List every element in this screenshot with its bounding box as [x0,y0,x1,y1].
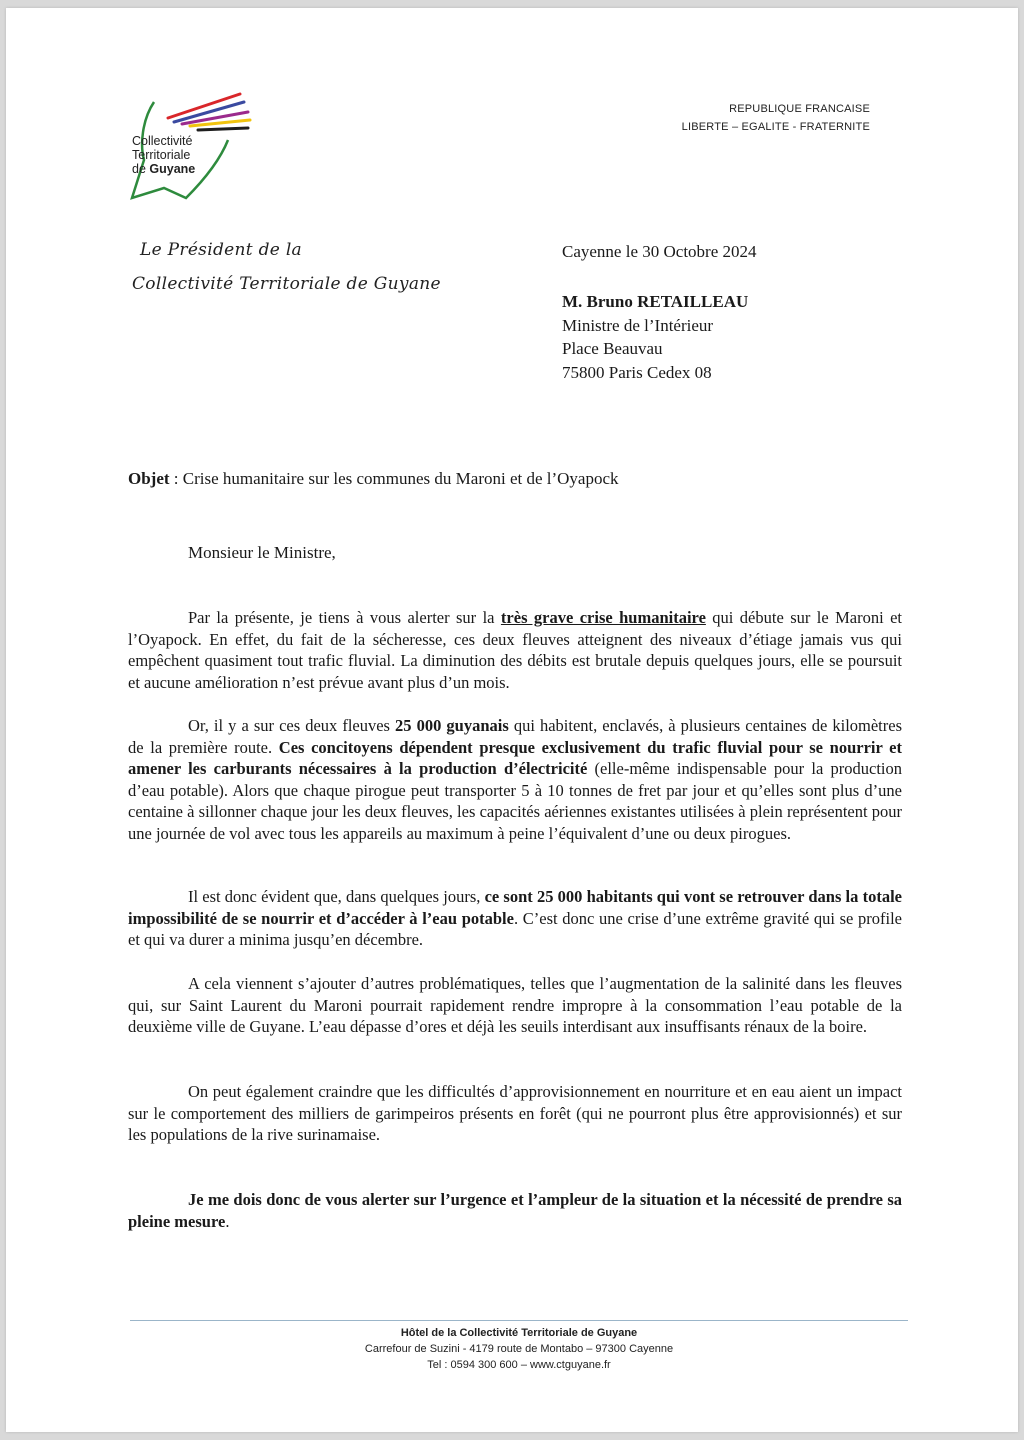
footer-contact: Tel : 0594 300 600 – www.ctguyane.fr [427,1359,611,1371]
republic-motto: LIBERTE – EGALITE - FRATERNITE [681,121,870,133]
p2-bold-count: 25 000 guyanais [395,716,509,735]
p5-text: On peut également craindre que les difficultés d’approvisionnement en nourriture et en eau aient un impact sur le comportement des milliers de garimpeiros présents en forêt (qui ne pourront plus être approvisionnés) et sur les populations de la rive surinamaise. [128,1082,902,1144]
ctg-logo [124,90,254,210]
p1-text-a: Par la présente, je tiens à vous alerter sur la [188,608,501,627]
logo-line-1: Collectivité [132,134,193,148]
footer-title: Hôtel de la Collectivité Territoriale de Guyane [400,1327,638,1339]
footer-divider [130,1320,908,1321]
letter-page [6,8,1018,1432]
sender-block [132,233,441,301]
republic-name: REPUBLIQUE FRANCAISE [729,103,870,115]
paragraph-6 [128,1189,902,1232]
paragraph-5 [128,1081,902,1146]
p1-text-c: qui débute sur le Maroni et l’Oyapock. En effet, du fait de la sécheresse, ces deux fleuves atteignent des niveaux d’étiage jamais vus qui empêchent quasiment tout trafic fluvial. La diminution des débits est brutale depuis quelques jours, elle se poursuit et aucune amélioration n’est prévue avant plus d’un mois. [128,608,902,692]
p6-period: . [225,1211,230,1231]
logo-line-3-bold: Guyane [149,162,196,176]
p2-text-e: (elle-même indispensable pour la production d’eau potable). Alors que chaque pirogue peut transporter 5 à 10 tonnes de fret par jour et qu’elles sont plus d’une centaine à sillonner chaque jour les deux fleuves, les capacités aériennes existantes utilisées à plein représentent pour une journée de vol avec tous les appareils au maximum à peine l’équivalent d’une ou deux pirogues. [128,759,902,843]
paragraph-1 [128,607,902,693]
p4-text: A cela viennent s’ajouter d’autres problématiques, telles que l’augmentation de la salinité dans les fleuves qui, sur Saint Laurent du Maroni pourrait rapidement rendre impropre à la consommation l’eau potable de la deuxième ville de Guyane. L’eau dépasse d’ores et déjà les seuils interdisant aux insuffisants rénaux de la boire. [128,974,902,1036]
footer-address: Carrefour de Suzini - 4179 route de Montabo – 97300 Cayenne [364,1343,674,1355]
paragraph-3 [128,886,902,951]
p2-text-a: Or, il y a sur ces deux fleuves [188,716,396,735]
salutation: Monsieur le Ministre, [188,543,336,562]
sender-line-2: Collectivité Territoriale de Guyane [132,274,441,294]
subject-text: : Crise humanitaire sur les communes du Maroni et de l’Oyapock [169,469,619,488]
p2-bold-sentence: Ces concitoyens dépendent presque exclusivement du trafic fluvial pour se nourrir et amener les carburants nécessaires à la production d’électricité [128,737,903,778]
p1-emphasis: très grave crise humanitaire [500,608,706,627]
footer [130,1325,908,1373]
recipient-name: M. Bruno RETAILLEAU [562,292,749,311]
recipient-address-2: 75800 Paris Cedex 08 [562,362,712,382]
recipient-title: Ministre de l’Intérieur [562,315,714,335]
ctg-logo-text [132,134,195,176]
p3-text-c: . C’est donc une crise d’une extrême gravité qui se profile et qui va durer a minima jusqu’en décembre. [128,908,902,949]
subject-label: Objet [128,469,170,488]
logo-line-3: de [132,162,150,176]
p6-bold: Je me dois donc de vous alerter sur l’urgence et l’ampleur de la situation et la nécessité de prendre sa pleine mesure [128,1190,902,1231]
paragraph-4 [128,973,902,1038]
p3-text-a: Il est donc évident que, dans quelques jours, [188,887,485,906]
subject-line [128,469,619,489]
republic-header [630,100,870,136]
p2-text-c: qui habitent, enclavés, à plusieurs centaines de kilomètres de la première route. [128,716,903,757]
logo-line-2: Territoriale [132,148,191,162]
letter-date: Cayenne le 30 Octobre 2024 [562,242,757,261]
recipient-block [562,290,748,384]
sender-line-1: Le Président de la [140,240,302,260]
paragraph-2 [128,715,902,844]
p3-bold: ce sont 25 000 habitants qui vont se retrouver dans la totale impossibilité de se nourrir et d’accéder à l’eau potable [128,887,902,928]
recipient-address-1: Place Beauvau [562,339,663,358]
